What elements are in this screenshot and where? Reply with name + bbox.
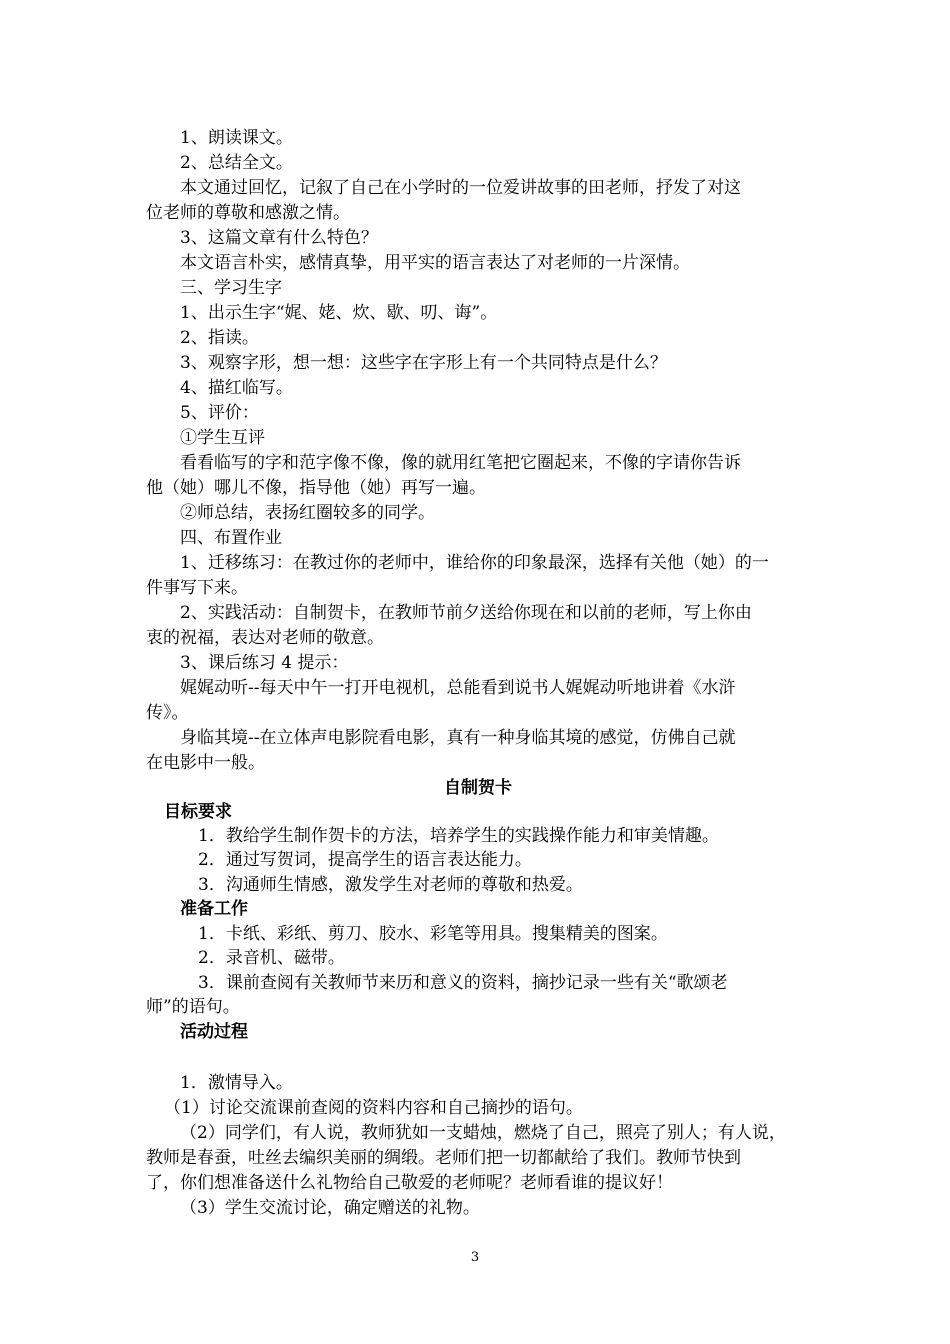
text-line: 4、描红临写。 — [180, 378, 293, 398]
text-line: 2、实践活动：自制贺卡，在教师节前夕送给你现在和以前的老师，写上你由 — [180, 603, 752, 623]
text-line: 看看临写的字和范字像不像，像的就用红笔把它圈起来，不像的字请你告诉 — [180, 453, 741, 473]
text-line: 1、迁移练习：在教过你的老师中，谁给你的印象最深，选择有关他（她）的一 — [180, 553, 769, 573]
text-line: 3．课前查阅有关教师节来历和意义的资料，摘抄记录一些有关“歌颂老 — [198, 973, 728, 993]
text-line: 3．沟通师生情感，激发学生对老师的尊敬和热爱。 — [198, 875, 583, 895]
text-line: （2）同学们，有人说，教师犹如一支蜡烛，燃烧了自己，照亮了别人；有人说， — [180, 1123, 786, 1143]
text-line: 2．录音机、磁带。 — [198, 948, 345, 968]
text-line: 衷的祝福，表达对老师的敬意。 — [146, 628, 384, 648]
text-line: （1）讨论交流课前查阅的资料内容和自己摘抄的语句。 — [164, 1098, 583, 1118]
text-line: 2．通过写贺词，提高学生的语言表达能力。 — [198, 850, 532, 870]
text-line: 1．教给学生制作贺卡的方法，培养学生的实践操作能力和审美情趣。 — [198, 826, 719, 846]
text-line: 件事写下来。 — [146, 578, 248, 598]
text-line: 1、出示生字“娓、姥、炊、歇、叨、诲”。 — [180, 303, 498, 323]
text-line: 师”的语句。 — [146, 997, 240, 1017]
section-title: 自制贺卡 — [444, 778, 512, 798]
text-line: 本文语言朴实，感情真挚，用平实的语言表达了对老师的一片深情。 — [180, 253, 690, 273]
text-line: 5、评价： — [180, 403, 259, 423]
text-line: 在电影中一般。 — [146, 753, 265, 773]
text-line: 位老师的尊敬和感激之情。 — [146, 203, 350, 223]
text-line: 1．激情导入。 — [180, 1073, 293, 1093]
section-heading: 四、布置作业 — [180, 528, 282, 548]
subsection-heading: 活动过程 — [180, 1022, 248, 1042]
text-line: 3、这篇文章有什么特色？ — [180, 228, 378, 248]
text-line: 他（她）哪儿不像，指导他（她）再写一遍。 — [146, 478, 486, 498]
text-line: 教师是春蚕，吐丝去编织美丽的绸缎。老师们把一切都献给了我们。教师节快到 — [146, 1148, 741, 1168]
text-line: 本文通过回忆，记叙了自己在小学时的一位爱讲故事的田老师，抒发了对这 — [180, 178, 741, 198]
subsection-heading: 准备工作 — [180, 899, 248, 919]
text-line: （3）学生交流讨论，确定赠送的礼物。 — [180, 1198, 480, 1218]
text-line: ①学生互评 — [180, 428, 265, 448]
text-line: 2、指读。 — [180, 328, 259, 348]
text-line: 娓娓动听--每天中午一打开电视机，总能看到说书人娓娓动听地讲着《水浒 — [180, 678, 736, 698]
text-line: 1．卡纸、彩纸、剪刀、胶水、彩笔等用具。搜集精美的图案。 — [198, 924, 668, 944]
text-line: 身临其境--在立体声电影院看电影，真有一种身临其境的感觉，仿佛自己就 — [180, 728, 736, 748]
text-line: 传》。 — [146, 703, 189, 723]
text-line: 了，你们想准备送什么礼物给自己敬爱的老师呢？老师看谁的提议好！ — [146, 1173, 673, 1193]
section-heading: 三、学习生字 — [180, 278, 282, 298]
page-number: 3 — [470, 1250, 480, 1265]
text-line: 1、朗读课文。 — [180, 128, 293, 148]
text-line: 3、课后练习 4 提示： — [180, 653, 349, 673]
text-line: ②师总结，表扬红圈较多的同学。 — [180, 503, 435, 523]
subsection-heading: 目标要求 — [164, 802, 232, 822]
text-line: 3、观察字形，想一想：这些字在字形上有一个共同特点是什么？ — [180, 353, 667, 373]
text-line: 2、总结全文。 — [180, 153, 293, 173]
